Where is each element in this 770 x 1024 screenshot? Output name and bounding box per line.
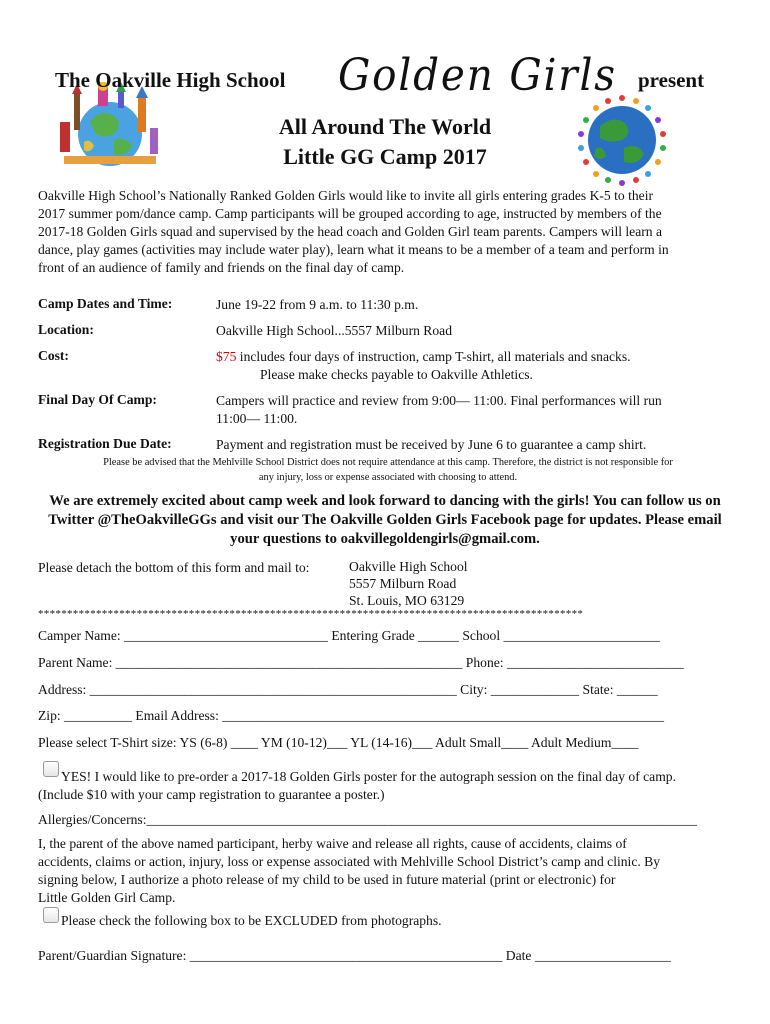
excited-message (30, 492, 740, 549)
camper-name-field[interactable]: Camper Name: ______________________________ Entering Grade ______ School _______________________ (38, 628, 660, 643)
excited-line-3: your questions to oakvillegoldengirls@gmail.com. (230, 531, 540, 547)
final-day-line-1: Campers will practice and review from 9:00— 11:00. Final performances will run (216, 393, 662, 408)
intro-line: 2017 summer pom/dance camp. Camp participants will be grouped according to age, instructed by members of the (38, 206, 662, 221)
address-field[interactable]: Address: ______________________________________________________ City: _____________ State: ______ (38, 682, 658, 697)
poster-preorder-checkbox[interactable] (43, 761, 59, 777)
camp-dates-label: Camp Dates and Time: (38, 296, 173, 311)
intro-line: Oakville High School’s Nationally Ranked Golden Girls would like to invite all girls entering grades K-5 to their (38, 188, 654, 203)
cost-amount: $75 (216, 349, 237, 364)
present-word: present (638, 68, 705, 92)
district-note-line-1: Please be advised that the Mehlville School District does not require attendance at this camp. Therefore, the district is not responsible for (103, 457, 673, 468)
cost-label: Cost: (38, 348, 69, 363)
cost-value (216, 348, 731, 384)
mail-address (349, 558, 468, 609)
final-day-value (216, 392, 731, 428)
cost-description: includes four days of instruction, camp T-shirt, all materials and snacks. (236, 349, 631, 364)
mail-address-line-3: St. Louis, MO 63129 (349, 593, 465, 608)
children-around-globe-image (572, 90, 672, 190)
final-day-line-2: 11:00— 11:00. (216, 411, 298, 426)
mail-address-line-2: 5557 Milburn Road (349, 576, 457, 591)
title-line-1: All Around The World (278, 114, 492, 139)
poster-preorder-text: YES! I would like to pre-order a 2017-18 Golden Girls poster for the autograph session on the final day of camp. (61, 769, 676, 784)
waiver-line: I, the parent of the above named participant, herby waive and release all rights, cause of accidents, claims of (38, 836, 627, 851)
cost-checks-note: Please make checks payable to Oakville Athletics. (260, 367, 533, 382)
intro-paragraph (38, 187, 748, 277)
excited-line-2: Twitter @TheOakvilleGGs and visit our The Oakville Golden Girls Facebook page for updates. Please email (48, 512, 722, 528)
mail-instruction: Please detach the bottom of this form and mail to: (38, 560, 310, 575)
camp-dates-value: June 19-22 from 9 a.m. to 11:30 p.m. (216, 297, 419, 312)
intro-line: front of an audience of family and friends on the final day of camp. (38, 260, 405, 275)
district-note-line-2: any injury, loss or expense associated with choosing to attend. (258, 472, 518, 483)
location-value: Oakville High School...5557 Milburn Road (216, 323, 452, 338)
mail-address-line-1: Oakville High School (349, 559, 468, 574)
photo-exclusion-checkbox[interactable] (43, 907, 59, 923)
school-name: The Oakville High School (55, 68, 286, 92)
waiver-line: signing below, I authorize a photo release of my child to be used in future material (print or electronic) for (38, 872, 616, 887)
parent-name-field[interactable]: Parent Name: ___________________________________________________ Phone: __________________________ (38, 655, 684, 670)
tshirt-size-field[interactable]: Please select T-Shirt size: YS (6-8) ____ YM (10-12)___ YL (14-16)___ Adult Small____ Adult Medium____ (38, 735, 639, 750)
location-label: Location: (38, 322, 94, 337)
page-header (55, 50, 735, 102)
allergies-field[interactable]: Allergies/Concerns:_________________________________________________________________________________ (38, 812, 698, 827)
signature-date-field[interactable]: Parent/Guardian Signature: ______________________________________________ Date ____________________ (38, 948, 671, 963)
title-line-2: Little GG Camp 2017 (283, 144, 487, 169)
photo-exclusion-text: Please check the following box to be EXCLUDED from photographs. (61, 913, 442, 928)
excited-line-1: We are extremely excited about camp week and look forward to dancing with the girls! You can follow us on (49, 493, 721, 509)
detach-divider: ********************************************************************************************** (38, 608, 584, 620)
intro-line: dance, play games (activities may include water play), learn what it means to be a member of a team and perform in (38, 242, 669, 257)
waiver-paragraph (38, 835, 660, 907)
registration-label: Registration Due Date: (38, 436, 172, 451)
waiver-line: Little Golden Girl Camp. (38, 890, 176, 905)
registration-value: Payment and registration must be received by June 6 to guarantee a camp shirt. (216, 437, 647, 452)
intro-line: 2017-18 Golden Girls squad and supervised by the head coach and Golden Girl team parents. Campers will learn a (38, 224, 663, 239)
district-note (38, 455, 738, 485)
zip-email-field[interactable]: Zip: __________ Email Address: _________________________________________________________________ (38, 708, 665, 723)
poster-preorder-note: (Include $10 with your camp registration to guarantee a poster.) (38, 787, 385, 802)
waiver-line: accidents, claims or action, injury, loss or expense associated with Mehlville School District’s camp and clinic. By (38, 854, 661, 869)
final-day-label: Final Day Of Camp: (38, 392, 157, 407)
team-name: Golden Girls (338, 50, 617, 101)
